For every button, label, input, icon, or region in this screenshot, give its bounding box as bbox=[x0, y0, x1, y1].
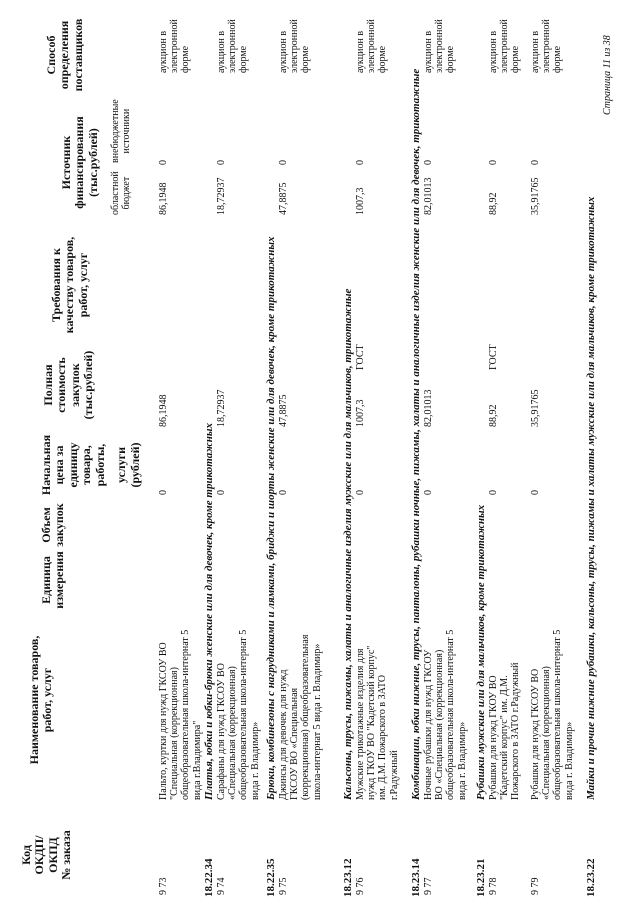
row-name bbox=[355, 646, 400, 800]
row-method-line: электронной bbox=[499, 19, 511, 73]
section-code: 18.23.14 bbox=[410, 858, 422, 897]
row-name-line: Ночные рубашки для нужд ГКСОУ bbox=[423, 649, 434, 800]
header-source bbox=[60, 100, 100, 225]
row-name-line: Рубашки для нужд ГКОУ ВО bbox=[488, 675, 499, 800]
section-title: Майки и прочие нижние рубашки, кальсоны, трусы, пижамы и халаты мужские или для мальчиков, кроме трикотажных bbox=[585, 196, 597, 800]
header-method-line: поставщиков bbox=[70, 18, 85, 92]
row-name-line: Пожарского в ЗАТО г.Радужный bbox=[510, 662, 522, 800]
row-name-line: "Специальная (коррекционная) bbox=[169, 667, 181, 800]
row-regional: 82,01013 bbox=[423, 177, 434, 215]
section-code: 18.22.34 bbox=[203, 858, 215, 897]
header-unit-line: Единица bbox=[39, 556, 53, 604]
row-method-line: электронной bbox=[366, 19, 378, 73]
header-regional-line: бюджет bbox=[121, 176, 132, 210]
row-name-line: (коррекционная) общеобразовательная bbox=[300, 634, 312, 800]
row-method-line: аукцион в bbox=[278, 30, 289, 73]
row-name-line: «Специальная (коррекционная) bbox=[541, 666, 553, 800]
row-name-line: вида г. Владимир» bbox=[563, 721, 575, 800]
row-name bbox=[158, 630, 203, 800]
row-number: 9 77 bbox=[423, 877, 434, 895]
row-name-line: ГКСОУ ВО «Специальная bbox=[289, 687, 301, 800]
row-name-line: Джинсы для девочек для нужд bbox=[278, 669, 289, 800]
row-method-line: форме bbox=[445, 45, 457, 73]
row-method-line: форме bbox=[552, 45, 564, 73]
header-start-line: товара, bbox=[79, 445, 94, 485]
section-title: Платья, юбки и юбки-брюки женские или для девочек, кроме трикотажных bbox=[203, 423, 215, 800]
header-total-line: (тыс.рублей) bbox=[81, 350, 96, 420]
row-regional: 47,8875 bbox=[278, 182, 289, 215]
section-title: Брюки, комбинезоны с нагрудниками и лямками, бриджи и шорты женские или для девочек, кроме трикотажных bbox=[265, 236, 277, 800]
header-source-line: (тыс.рублей) bbox=[85, 128, 100, 197]
header-requirements bbox=[50, 235, 90, 335]
row-name-line: вида г. Владимир» bbox=[456, 721, 468, 800]
header-name-line: Наименование товаров, bbox=[27, 635, 41, 765]
row-number: 9 79 bbox=[530, 877, 541, 895]
row-regional: 86,1948 bbox=[158, 182, 169, 215]
page-number: Страница 11 из 38 bbox=[602, 35, 613, 115]
row-number: 9 73 bbox=[158, 877, 169, 895]
row-name bbox=[216, 630, 261, 800]
row-method-line: электронной bbox=[434, 19, 446, 73]
row-requirements: ГОСТ bbox=[355, 344, 366, 370]
header-method-line: Способ bbox=[44, 35, 58, 75]
row-name-line: Пальто, куртки для нужд ГКСОУ ВО bbox=[158, 642, 169, 800]
header-req-line: Требования к bbox=[49, 248, 63, 322]
row-method bbox=[355, 19, 389, 73]
row-name-line: общеобразовательная школа-интернат 5 bbox=[238, 629, 250, 800]
header-code-line: Код bbox=[19, 845, 33, 865]
row-regional: 35,91765 bbox=[530, 177, 541, 215]
row-name-line: школа-интернат 5 вида г. Владимир» bbox=[311, 643, 323, 800]
row-method bbox=[488, 19, 522, 73]
header-source-line: Источник bbox=[59, 135, 73, 190]
row-name-line: общеобразовательная школа-интернат 5 bbox=[445, 629, 457, 800]
row-extra: 0 bbox=[488, 160, 499, 165]
row-total: 47,8875 bbox=[278, 394, 289, 427]
section-code: 18.22.35 bbox=[265, 858, 277, 897]
row-name-line: Сарафаны для нужд ГКСОУ ВО bbox=[216, 663, 227, 800]
row-start-price: 0 bbox=[216, 490, 227, 495]
header-extra-line: источники bbox=[121, 108, 132, 154]
header-total bbox=[42, 345, 96, 425]
header-total-line: закупок bbox=[67, 363, 82, 407]
header-code-line: № заказа bbox=[59, 830, 74, 880]
section-title: Кальсоны, трусы, пижамы, халаты и аналогичные изделия мужские или для мальчиков, трикотажные bbox=[342, 288, 354, 800]
row-name bbox=[488, 663, 522, 801]
row-method-line: аукцион в bbox=[488, 30, 499, 73]
row-regional: 88,92 bbox=[488, 192, 499, 215]
row-total: 1007,3 bbox=[355, 399, 366, 427]
header-name bbox=[28, 600, 55, 800]
row-method-line: электронной bbox=[169, 19, 181, 73]
header-unit-line: измерения bbox=[52, 551, 67, 609]
row-name-line: вида г. Владимир» bbox=[249, 721, 261, 800]
row-start-price: 0 bbox=[530, 490, 541, 495]
row-total: 88,92 bbox=[488, 404, 499, 427]
row-name bbox=[530, 630, 575, 800]
row-total: 86,1948 bbox=[158, 394, 169, 427]
row-method bbox=[216, 19, 250, 73]
row-name-line: «Специальная (коррекционная) bbox=[227, 666, 239, 800]
row-extra: 0 bbox=[216, 160, 227, 165]
row-total: 18,72937 bbox=[216, 389, 227, 427]
row-method bbox=[423, 19, 457, 73]
row-name-line: г.Радужный bbox=[388, 750, 400, 800]
row-method-line: электронной bbox=[541, 19, 553, 73]
row-regional: 1007,3 bbox=[355, 187, 366, 215]
row-extra: 0 bbox=[355, 160, 366, 165]
row-method-line: форме bbox=[238, 45, 250, 73]
row-name-line: общеобразовательная школа-интернат 5 bbox=[180, 629, 192, 800]
header-code-line: ОКПД bbox=[45, 837, 60, 873]
header-volume-line: закупок bbox=[52, 503, 67, 547]
row-method-line: аукцион в bbox=[423, 30, 434, 73]
row-method bbox=[158, 19, 192, 73]
section-code: 18.23.22 bbox=[585, 858, 597, 897]
header-start-line: единицу bbox=[65, 442, 80, 488]
section-title: Рубашки мужские или для мальчиков, кроме трикотажных bbox=[475, 504, 487, 800]
row-name bbox=[278, 635, 323, 800]
row-number: 9 76 bbox=[355, 877, 366, 895]
header-code-line: ОКДП/ bbox=[32, 835, 47, 875]
row-number: 9 75 bbox=[278, 877, 289, 895]
header-code bbox=[20, 815, 74, 895]
row-extra: 0 bbox=[423, 160, 434, 165]
row-method-line: форме bbox=[180, 45, 192, 73]
header-start-line: работы, bbox=[92, 443, 107, 487]
section-code: 18.23.12 bbox=[342, 858, 354, 897]
header-req-line: работ, услуг bbox=[75, 252, 90, 318]
row-name-line: Рубашки для нужд ГКСОУ ВО bbox=[530, 668, 541, 800]
row-start-price: 0 bbox=[423, 490, 434, 495]
header-extra-line: внебюджетные bbox=[110, 99, 121, 163]
row-start-price: 0 bbox=[355, 490, 366, 495]
header-method bbox=[45, 10, 85, 100]
row-method-line: форме bbox=[300, 45, 312, 73]
header-total-line: стоимость bbox=[54, 357, 69, 413]
row-extra: 0 bbox=[530, 160, 541, 165]
header-total-line: Полная bbox=[41, 364, 55, 406]
row-extra: 0 bbox=[158, 160, 169, 165]
header-volume-line: Объем bbox=[39, 507, 53, 543]
section-title: Комбинации, юбки нижние, трусы, панталоны, рубашки ночные, пижамы, халаты и аналогичные изделия женские или для девочек, трикотажные bbox=[410, 68, 422, 800]
row-name-line: вида г.Владимира" bbox=[191, 720, 203, 800]
row-start-price: 0 bbox=[488, 490, 499, 495]
header-start-line: цена за bbox=[52, 445, 67, 485]
row-name-line: ВО «Специальная (коррекционная) bbox=[434, 649, 446, 800]
header-req-line: качеству товаров, bbox=[62, 236, 77, 334]
row-extra: 0 bbox=[278, 160, 289, 165]
header-method-line: определения bbox=[57, 20, 72, 90]
header-start-line: услуги bbox=[114, 446, 129, 484]
header-start-price bbox=[40, 430, 142, 500]
row-method bbox=[278, 19, 312, 73]
header-volume bbox=[40, 495, 67, 555]
row-number: 9 78 bbox=[488, 877, 499, 895]
row-start-price: 0 bbox=[278, 490, 289, 495]
row-name bbox=[423, 630, 468, 800]
header-regional-line: областной bbox=[110, 171, 121, 215]
row-method-line: аукцион в bbox=[158, 30, 169, 73]
header-unit bbox=[40, 550, 67, 610]
header-name-line: работ, услуг bbox=[40, 667, 55, 733]
header-source-regional bbox=[110, 171, 132, 215]
row-method bbox=[530, 19, 564, 73]
row-requirements: ГОСТ bbox=[488, 344, 499, 370]
row-name-line: Мужские трикотажные изделия для bbox=[355, 648, 366, 800]
row-total: 35,91765 bbox=[530, 389, 541, 427]
row-method-line: электронной bbox=[227, 19, 239, 73]
row-name-line: им. Д.М. Пожарского в ЗАТО bbox=[377, 674, 389, 800]
row-method-line: форме bbox=[510, 45, 522, 73]
header-start-line: (рублей) bbox=[127, 442, 142, 488]
row-method-line: электронной bbox=[289, 19, 301, 73]
row-name-line: нужд ГКОУ ВО "Кадетский корпус" bbox=[366, 645, 378, 800]
row-regional: 18,72937 bbox=[216, 177, 227, 215]
row-method-line: аукцион в bbox=[216, 30, 227, 73]
row-method-line: аукцион в bbox=[355, 30, 366, 73]
header-source-line: финансирования bbox=[72, 116, 87, 209]
header-source-extrabudget bbox=[110, 99, 132, 163]
row-method-line: форме bbox=[377, 45, 389, 73]
row-number: 9 74 bbox=[216, 877, 227, 895]
row-name-line: "Кадетский корпус" им. Д.М. bbox=[499, 675, 511, 800]
header-start-line: Начальная bbox=[39, 434, 53, 496]
row-method-line: аукцион в bbox=[530, 30, 541, 73]
row-start-price: 0 bbox=[158, 490, 169, 495]
row-total: 82,01013 bbox=[423, 389, 434, 427]
row-name-line: общеобразовательная школа-интернат 5 bbox=[552, 629, 564, 800]
section-code: 18.23.21 bbox=[475, 858, 487, 897]
